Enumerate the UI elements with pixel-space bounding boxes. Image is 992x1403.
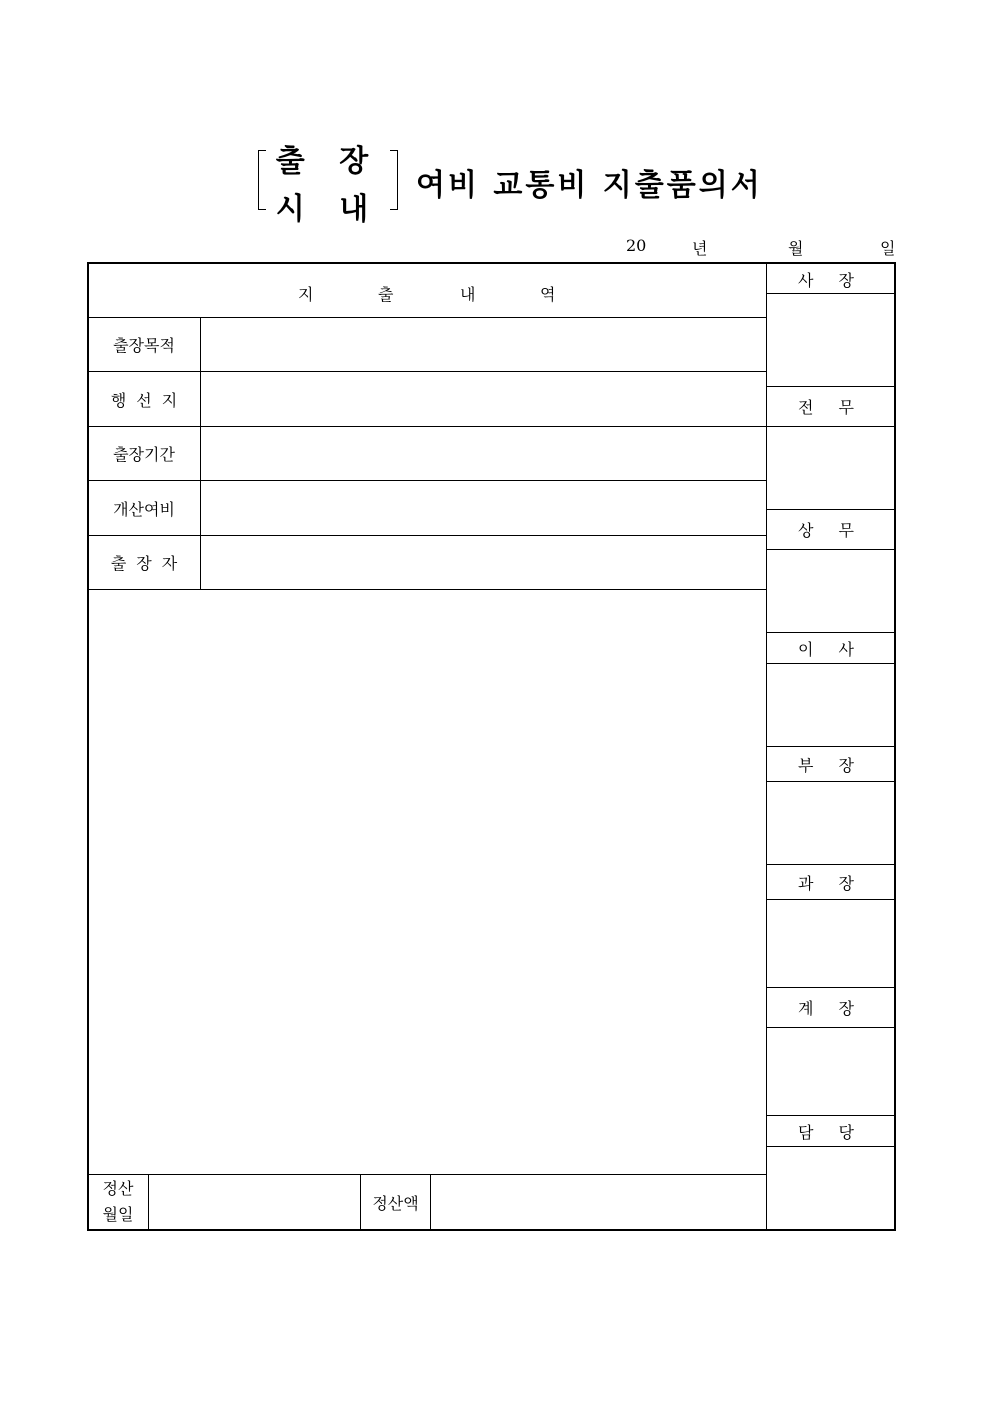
- date-month-label: 월: [788, 239, 804, 258]
- period-field[interactable]: [210, 427, 760, 480]
- expense-details-header: [88, 263, 766, 318]
- settlement-amount-label: 정산액: [372, 1194, 419, 1213]
- settlement-amount-field[interactable]: [436, 1176, 760, 1228]
- header-char: 내: [460, 285, 476, 304]
- approval-title-department-head: 부 장: [798, 755, 864, 775]
- header-char: 지: [298, 285, 314, 304]
- header-char: 출: [378, 285, 394, 304]
- title-right-bracket: [390, 150, 398, 210]
- row-label-period: 출장기간: [113, 445, 175, 464]
- approval-sign-president[interactable]: [767, 294, 895, 386]
- divider: [148, 1174, 149, 1230]
- expense-details-body[interactable]: [96, 596, 758, 1166]
- approval-title-managing-director: 상 무: [798, 521, 864, 540]
- approval-title-president: 사 장: [798, 270, 864, 290]
- traveler-field[interactable]: [210, 536, 760, 589]
- approval-sign-team-leader[interactable]: [767, 1028, 895, 1115]
- approval-title-team-leader: 계 장: [798, 999, 864, 1018]
- settlement-date-field[interactable]: [152, 1176, 356, 1228]
- approval-sign-department-head[interactable]: [767, 782, 895, 864]
- title-option-local: 시 내: [275, 192, 381, 227]
- row-label-purpose: 출장목적: [113, 336, 175, 355]
- date-day-label: 일: [880, 239, 896, 258]
- divider: [430, 1174, 431, 1230]
- label-column-divider: [200, 317, 201, 590]
- page-title: 여비 교통비 지출품의서: [416, 168, 763, 203]
- approval-title-senior-managing-director: 전 무: [798, 398, 864, 417]
- approval-title-section-chief: 과 장: [798, 873, 864, 893]
- divider: [88, 589, 766, 590]
- date-year-prefix: 20: [626, 236, 647, 255]
- approval-sign-managing-director[interactable]: [767, 550, 895, 632]
- row-label-traveler: 출장자: [110, 554, 188, 573]
- date-year-label: 년: [692, 239, 708, 258]
- destination-field[interactable]: [210, 372, 760, 426]
- approval-sign-section-chief[interactable]: [767, 900, 895, 987]
- approval-sign-director[interactable]: [767, 664, 895, 746]
- estimated-expense-field[interactable]: [210, 481, 760, 535]
- approval-title-person-in-charge: 담 당: [798, 1122, 864, 1142]
- row-label-estimated-expense: 개산여비: [113, 499, 175, 519]
- row-label-destination: 행선지: [110, 390, 188, 410]
- approval-sign-person-in-charge[interactable]: [767, 1147, 895, 1229]
- settlement-date-label: 정산 월일: [102, 1179, 134, 1224]
- title-option-business-trip: 출 장: [275, 144, 381, 179]
- approval-sign-senior-managing-director[interactable]: [767, 427, 895, 509]
- header-char: 역: [540, 285, 556, 304]
- purpose-field[interactable]: [210, 318, 760, 371]
- approval-title-director: 이 사: [798, 639, 864, 659]
- title-left-bracket: [258, 150, 266, 210]
